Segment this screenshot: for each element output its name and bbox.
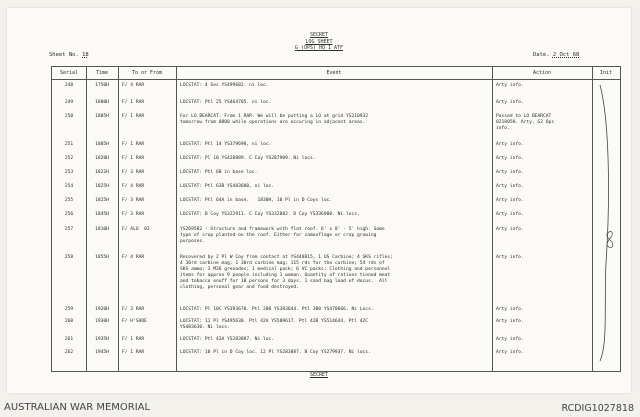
- time-cell: 1822H: [95, 170, 109, 175]
- date-label: Date.: [533, 52, 550, 58]
- serial-cell: 262: [64, 350, 74, 355]
- time-cell: 1920H: [95, 307, 109, 312]
- action-cell: Arty info.: [496, 307, 524, 312]
- event-cell: LOCSTAT: Ptl 43A YS283887. Ni loc.: [180, 337, 275, 342]
- serial-cell: 256: [64, 212, 74, 217]
- action-cell: Arty info.: [496, 227, 524, 232]
- to-from-cell: F/ 4 RAR: [122, 184, 145, 189]
- to-from-cell: F/ 3 RAR: [122, 198, 145, 203]
- time-cell: 1855H: [95, 255, 109, 260]
- time-cell: 1845H: [95, 212, 109, 217]
- action-cell: Arty info.: [496, 350, 524, 355]
- event-cell: Recovered by 2 Pl W Coy from contact at YS448815, 1 US Carbine; 4 SKS rifles; 4 30rd carbine mag; 1 30rd carbine mag; 115 rds for the carbine; 54 rds of SKS ammo; 3 M26 grenades; 1 medical pack; 6 VC packs; Clothing and personnel items for approx 9 people including 1 woman. Quantity of rations tinned meat and tobacco enuff for 10 persons for 3 days. 1 sand bag load of docus. All clothing, personal gear and food destroyed.: [180, 255, 393, 290]
- to-from-cell: F/ 1 RAR: [122, 350, 145, 355]
- event-cell: LOCSTAT: 4 Sec YS499682. ni loc.: [180, 83, 269, 88]
- classification-bottom: SECRET: [309, 372, 329, 378]
- serial-cell: 254: [64, 184, 74, 189]
- serial-cell: 250: [64, 114, 74, 119]
- serial-cell: 257: [64, 227, 74, 232]
- action-cell: Arty info.: [496, 337, 524, 342]
- action-cell: Arty info.: [496, 142, 524, 147]
- time-cell: 1935H: [95, 337, 109, 342]
- to-from-cell: F/ 1 RAR: [122, 100, 145, 105]
- watermark-left: AUSTRALIAN WAR MEMORIAL: [4, 402, 151, 413]
- event-cell: LOCSTAT: Ptl 64A in base. 1830H, 10 Pl in D Coys loc.: [180, 198, 333, 203]
- to-from-cell: F/ 1 RAR: [122, 337, 145, 342]
- serial-cell: 248: [64, 83, 74, 88]
- serial-cell: 259: [64, 307, 74, 312]
- col-time: Time: [95, 70, 109, 76]
- col-init: Init: [599, 70, 613, 76]
- action-cell: Arty info.: [496, 319, 524, 324]
- sheet-title: LOG SHEET: [305, 38, 333, 45]
- event-cell: LOCSTAT: Pl 10 YS428889. C Coy YS287909. Ni locs.: [180, 156, 316, 161]
- action-cell: Arty info.: [496, 156, 524, 161]
- time-cell: 1805H: [95, 114, 109, 119]
- to-from-cell: F/ 3 RAR: [122, 170, 145, 175]
- event-cell: LOCSTAT: Ptl 25 YS464705. ni loc.: [180, 100, 272, 105]
- action-cell: Arty info.: [496, 170, 524, 175]
- time-cell: 1810H: [95, 227, 109, 232]
- handwritten-initial-bracket: [596, 83, 616, 363]
- time-cell: 1750H: [95, 83, 109, 88]
- event-cell: LOCSTAT: B Coy YS322911. C Coy YS332882. D Coy YS336900. Ni locs.: [180, 212, 360, 217]
- event-cell: LOCSTAT: 10 Pl in D Coy loc. 12 Pl YS283887. B Coy YS279937. Ni locs.: [180, 350, 371, 355]
- sheet-number: [49, 52, 89, 58]
- serial-cell: 252: [64, 156, 74, 161]
- time-cell: 1820H: [95, 156, 109, 161]
- to-from-cell: F/ H'SHOE: [122, 319, 147, 324]
- serial-cell: 249: [64, 100, 74, 105]
- to-from-cell: F/ 4 RAR: [122, 255, 145, 260]
- event-cell: LOCSTAT: Ptl 14 YS379698, ni loc.: [180, 142, 272, 147]
- time-cell: 1945H: [95, 350, 109, 355]
- action-cell: Arty info.: [496, 198, 524, 203]
- col-serial: Serial: [59, 70, 79, 76]
- event-cell: For LO BEARCAT. From 1 RAR. We will be putting a LO at grid YS210932 tomorrow from 0800 while operations are occuring in adjacent areas.: [180, 114, 369, 125]
- event-cell: LOCSTAT: 11 Pl YS495630. Ptl 42A YS509617. Ptl 42B YS514644. Ptl 42C YS483630. Ni locs.: [180, 319, 369, 330]
- sheet-number-value: 18: [82, 52, 89, 58]
- event-cell: YS269582 - Structure and framework with flat roof. 6' x 8' - 5' high. Some type of crop planted on the roof. Either for camouflage or crop growing purposes.: [180, 227, 385, 244]
- action-cell: Arty info.: [496, 255, 524, 260]
- col-action: Action: [532, 70, 552, 76]
- serial-cell: 251: [64, 142, 74, 147]
- classification-top: SECRET: [309, 32, 329, 38]
- event-cell: LOCSTAT: Ptl 6B in base loc.: [180, 170, 258, 175]
- time-cell: 1805H: [95, 142, 109, 147]
- sheet-header: [7, 32, 631, 52]
- event-cell: LOCSTAT: Pl 10C YS393670. Ptl 200 YS383644. Ptl 300 YS470666. Ni Locs.: [180, 307, 374, 312]
- time-cell: 1825H: [95, 184, 109, 189]
- serial-cell: 255: [64, 198, 74, 203]
- serial-cell: 261: [64, 337, 74, 342]
- sheet-number-label: Sheet No.: [49, 52, 79, 58]
- action-cell: Arty info.: [496, 100, 524, 105]
- to-from-cell: F/ 3 RAR: [122, 212, 145, 217]
- event-cell: LOCSTAT: Ptl 63B YS483680, ni loc.: [180, 184, 275, 189]
- to-from-cell: F/ 4 RAR: [122, 83, 145, 88]
- unit-title: G (OPS) HQ 1 ATF: [294, 45, 344, 51]
- to-from-cell: F/ ALO 03: [122, 227, 150, 232]
- time-cell: 1930H: [95, 319, 109, 324]
- time-cell: 1825H: [95, 198, 109, 203]
- watermark-right: RCDIG1027818: [561, 403, 634, 414]
- col-event: Event: [326, 70, 342, 76]
- action-cell: Arty info.: [496, 212, 524, 217]
- log-sheet-paper: [7, 8, 631, 393]
- to-from-cell: F/ 1 RAR: [122, 156, 145, 161]
- col-to-from: To or From: [131, 70, 163, 76]
- to-from-cell: F/ 1 RAR: [122, 114, 145, 119]
- sheet-date: [533, 52, 579, 58]
- time-cell: 1800H: [95, 100, 109, 105]
- date-value: 2 Oct 68: [552, 52, 580, 58]
- log-table: [51, 66, 621, 372]
- to-from-cell: F/ 1 RAR: [122, 142, 145, 147]
- serial-cell: 258: [64, 255, 74, 260]
- action-cell: Arty info.: [496, 184, 524, 189]
- to-from-cell: F/ 3 RAR: [122, 307, 145, 312]
- serial-cell: 260: [64, 319, 74, 324]
- action-cell: Passed to LO BEARCAT 021805H. Arty, G2 Ops info.: [496, 114, 555, 131]
- serial-cell: 253: [64, 170, 74, 175]
- action-cell: Arty info.: [496, 83, 524, 88]
